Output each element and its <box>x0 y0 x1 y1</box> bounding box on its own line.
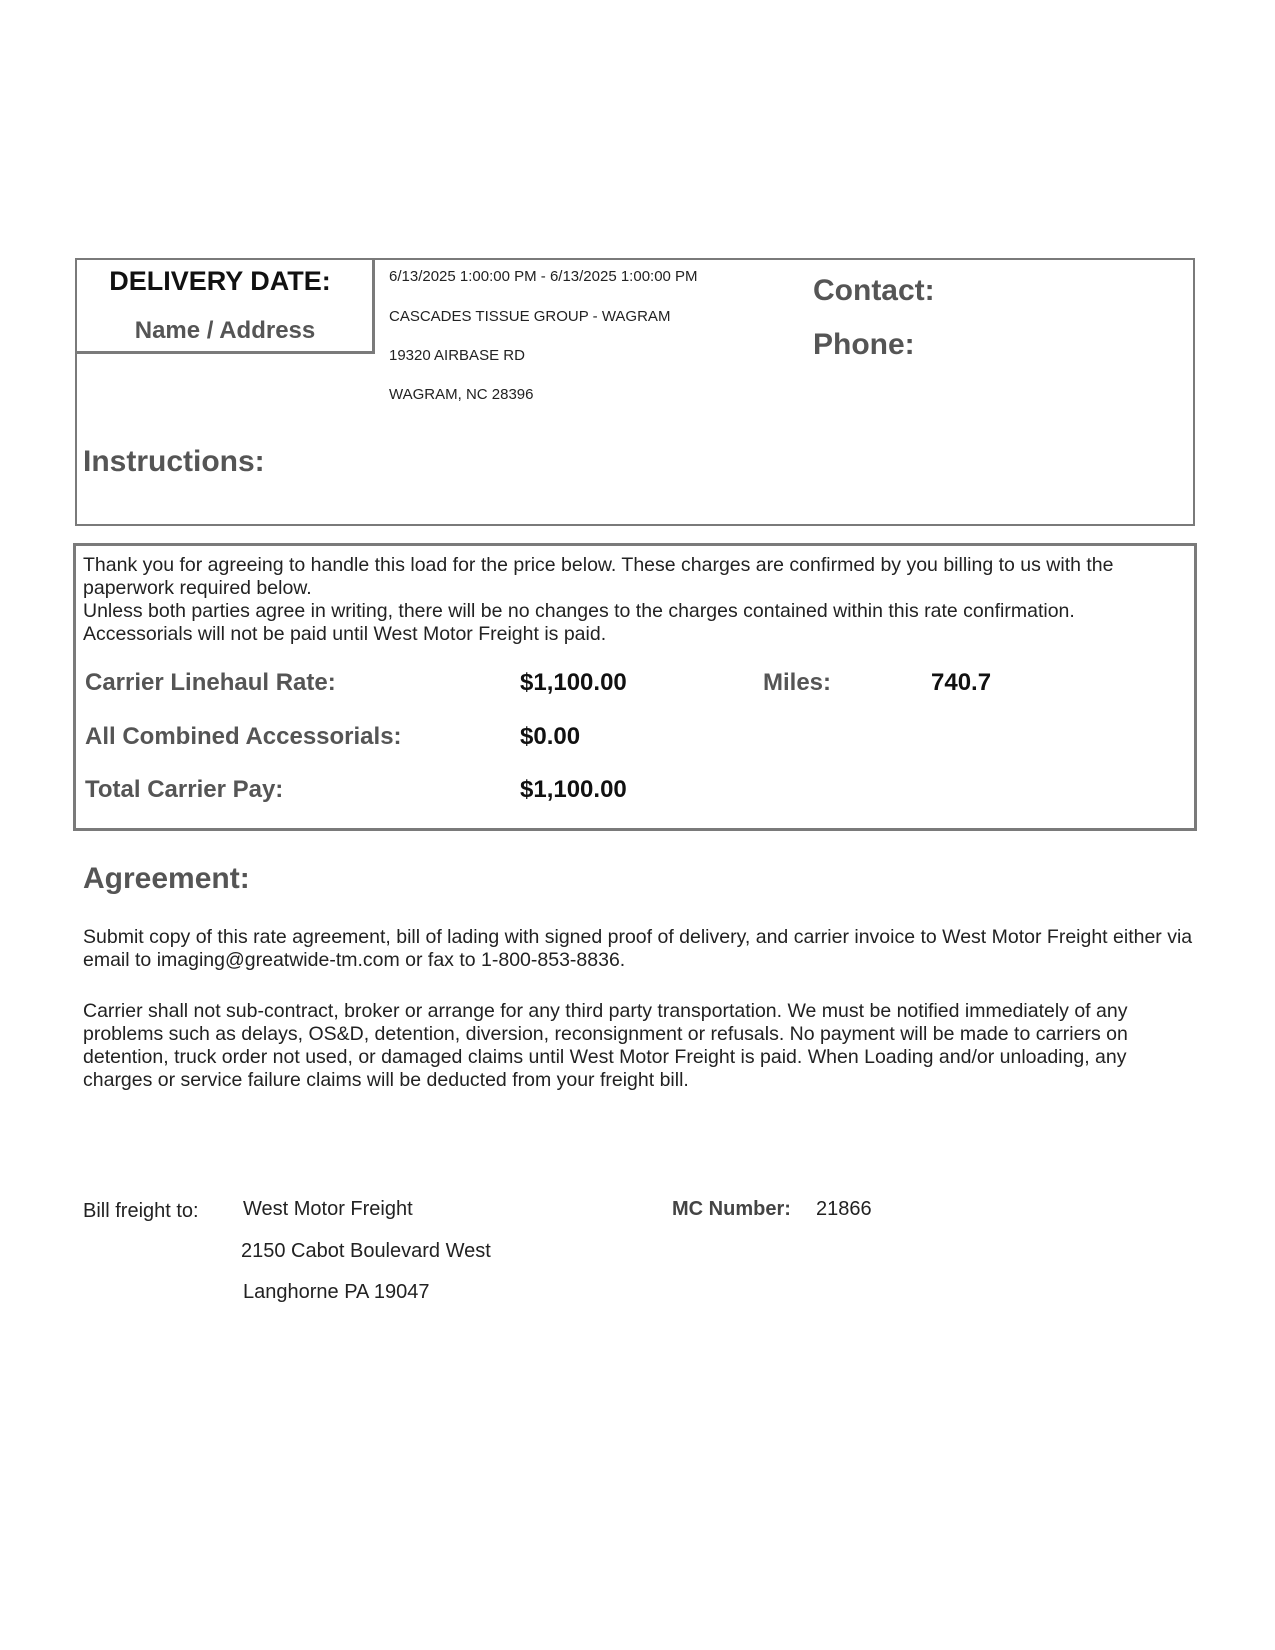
bill-city-state-zip: Langhorne PA 19047 <box>243 1281 430 1303</box>
miles-value: 740.7 <box>931 669 992 696</box>
accessorials-value: $0.00 <box>520 723 581 750</box>
delivery-street: 19320 AIRBASE RD <box>389 347 525 364</box>
rate-intro-line-1: Thank you for agreeing to handle this load for the price below. These charges are confirmed by you billing to us with the paperwork required below. <box>83 554 1114 599</box>
total-pay-value: $1,100.00 <box>520 776 627 803</box>
phone-label: Phone: <box>813 328 915 361</box>
rate-intro <box>83 554 1193 646</box>
rate-intro-line-3: Accessorials will not be paid until West Motor Freight is paid. <box>83 623 607 645</box>
total-pay-label: Total Carrier Pay: <box>85 776 284 803</box>
miles-label: Miles: <box>763 669 832 696</box>
delivery-company-name: CASCADES TISSUE GROUP - WAGRAM <box>389 308 671 325</box>
contact-label: Contact: <box>813 274 935 307</box>
delivery-city-state-zip: WAGRAM, NC 28396 <box>389 386 534 403</box>
agreement-paragraph-2: Carrier shall not sub-contract, broker or arrange for any third party transportation. We must be notified immediately of any problems such as delays, OS&D, detention, diversion, reconsignment or refusals. No payment will be made to carriers on detention, truck order not used, or damaged claims until West Motor Freight is paid. When Loading and/or unloading, any charges or service failure claims will be deducted from your freight bill. <box>83 1000 1128 1091</box>
bill-freight-label: Bill freight to: <box>83 1200 199 1222</box>
rate-intro-line-2: Unless both parties agree in writing, there will be no changes to the charges contained within this rate confirmation. <box>83 600 1075 622</box>
mc-number-label: MC Number: <box>672 1198 791 1220</box>
linehaul-rate-label: Carrier Linehaul Rate: <box>85 669 336 696</box>
agreement-paragraph-1: Submit copy of this rate agreement, bill of lading with signed proof of delivery, and carrier invoice to West Motor Freight either via email to imaging@greatwide-tm.com or fax to 1-800-853-8836. <box>83 926 1193 971</box>
delivery-date-title: DELIVERY DATE: <box>109 266 331 296</box>
bill-company: West Motor Freight <box>243 1198 413 1220</box>
delivery-date-range: 6/13/2025 1:00:00 PM - 6/13/2025 1:00:00 PM <box>389 268 698 285</box>
linehaul-rate-value: $1,100.00 <box>520 669 627 696</box>
instructions-label: Instructions: <box>83 445 265 478</box>
mc-number-value: 21866 <box>816 1198 872 1220</box>
agreement-title: Agreement: <box>83 862 250 895</box>
name-address-label: Name / Address <box>134 317 316 344</box>
accessorials-label: All Combined Accessorials: <box>85 723 402 750</box>
bill-street: 2150 Cabot Boulevard West <box>241 1240 491 1262</box>
